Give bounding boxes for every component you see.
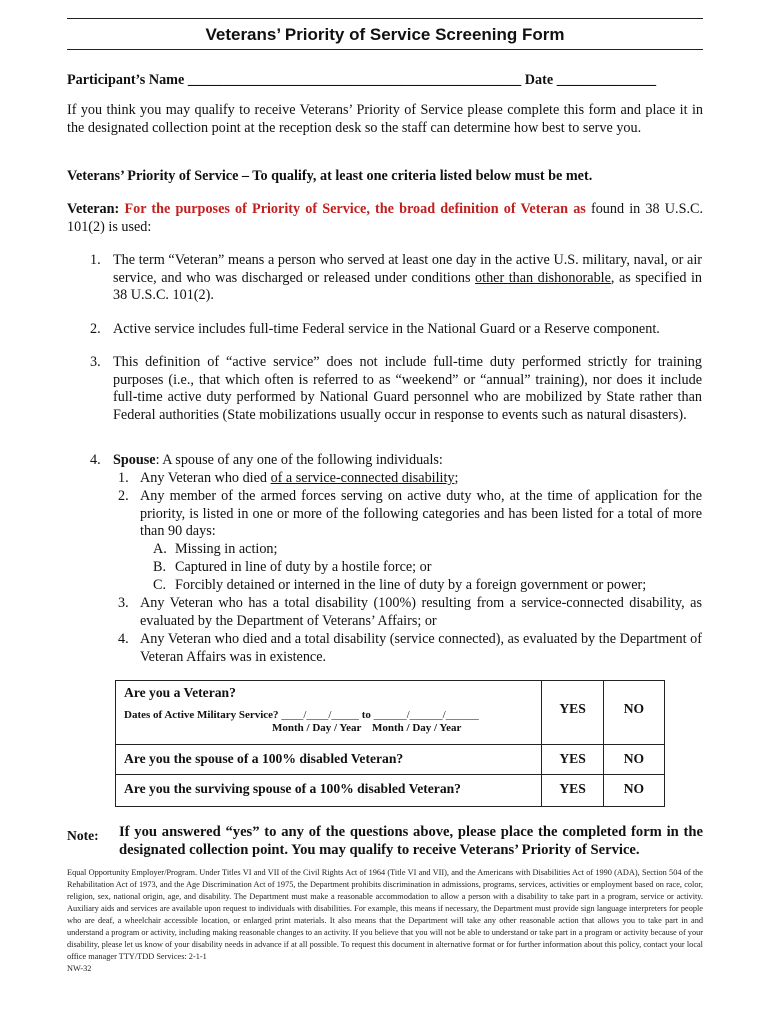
- service-dates-row: [124, 709, 533, 722]
- date-field[interactable]: ______________: [556, 72, 657, 88]
- spouse-item-number: 3.: [118, 595, 129, 611]
- question-row-spouse: [116, 745, 665, 775]
- spouse-item-text: Any member of the armed forces serving on active duty who, at the time of application for the priority, is listed in one or more of the following categories and has been listed for a total of more than 90 days:: [140, 488, 702, 540]
- legal-notice: [67, 867, 703, 975]
- qualify-heading: Veterans’ Priority of Service – To qualify, at least one criteria listed below must be met.: [67, 168, 593, 184]
- category-text: Captured in line of duty by a hostile force; or: [175, 559, 432, 575]
- category-letter: B.: [153, 559, 167, 575]
- intro-paragraph: If you think you may qualify to receive Veterans’ Priority of Service please complete this form and place it in the designated collection point at the reception desk so the staff can determine how best to serve you.: [67, 102, 703, 136]
- spouse-item-text: Any Veteran who died of a service-connected disability;: [140, 470, 459, 486]
- veteran-label: Veteran:: [67, 201, 120, 217]
- no-option[interactable]: NO: [603, 745, 664, 775]
- criteria-text: The term “Veteran” means a person who served at least one day in the active U.S. military, naval, or air service, and who was discharged or released under conditions other than dishonorable, as specified in 38 U.S.C. 101(2).: [113, 252, 702, 304]
- category-item: [153, 559, 702, 577]
- category-text: Forcibly detained or interned in the line of duty by a foreign government or power;: [175, 577, 647, 593]
- category-item: [153, 577, 702, 595]
- participant-name-label: Participant’s Name: [67, 72, 185, 88]
- yes-option[interactable]: YES: [542, 681, 603, 745]
- screening-questions-table: [115, 680, 665, 807]
- participant-name-field[interactable]: _______________________________________________: [187, 72, 522, 88]
- category-item: [153, 541, 702, 559]
- question-spouse: Are you the spouse of a 100% disabled Veteran?: [116, 745, 542, 775]
- category-letter: C.: [153, 577, 167, 593]
- form-title: Veterans’ Priority of Service Screening Form: [67, 18, 703, 50]
- yes-option[interactable]: YES: [542, 775, 603, 807]
- criteria-item: [90, 321, 702, 339]
- criteria-number: 4.: [90, 452, 101, 468]
- date-format-from: Month / Day / Year: [272, 722, 362, 734]
- question-row-surviving-spouse: [116, 775, 665, 807]
- veteran-definition: [67, 201, 703, 236]
- criteria-item: [90, 252, 702, 305]
- question-row-veteran: [116, 681, 665, 745]
- spouse-item-number: 1.: [118, 470, 129, 486]
- spouse-item: [118, 595, 702, 630]
- spouse-item-text: Any Veteran who died and a total disability (service connected), as evaluated by the Department of Veteran Affairs was in existence.: [140, 631, 702, 665]
- criteria-number: 3.: [90, 354, 101, 370]
- date-format-row: [124, 722, 533, 735]
- question-cell: [116, 681, 542, 745]
- criteria-text: Active service includes full-time Federal service in the National Guard or a Reserve component.: [113, 321, 660, 337]
- spouse-item: [118, 470, 702, 488]
- criteria-text: This definition of “active service” does not include full-time duty performed strictly for training purposes (i.e., that which often is referred to as “weekend” or “annual” training), nor does it include full-time active duty performed by National Guard personnel who are mobilized by State rather than Federal authorities (State mobilizations usually occur in response to events such as natural disasters).: [113, 354, 702, 423]
- date-format-to: Month / Day / Year: [371, 722, 462, 734]
- question-surviving-spouse: Are you the surviving spouse of a 100% disabled Veteran?: [116, 775, 542, 807]
- spouse-item: [118, 488, 702, 541]
- spouse-item-number: 2.: [118, 488, 129, 504]
- no-option[interactable]: NO: [603, 775, 664, 807]
- category-letter: A.: [153, 541, 167, 557]
- service-dates-to-word: to: [361, 709, 371, 721]
- spouse-item-number: 4.: [118, 631, 129, 647]
- service-dates-to-field[interactable]: ______/______/______: [373, 709, 479, 721]
- form-code: NW-32: [67, 964, 92, 973]
- criteria-item-spouse: [90, 452, 702, 470]
- criteria-number: 1.: [90, 252, 101, 268]
- criteria-number: 2.: [90, 321, 101, 337]
- no-option[interactable]: NO: [603, 681, 664, 745]
- note-text: If you answered “yes” to any of the questions above, please place the completed form in the designated collection point. You may qualify to receive Veterans’ Priority of Service.: [119, 824, 703, 858]
- date-label: Date: [524, 72, 554, 88]
- participant-row: [67, 72, 703, 90]
- veteran-definition-red: For the purposes of Priority of Service, the broad definition of Veteran as: [124, 201, 586, 217]
- spouse-item: [118, 631, 702, 666]
- legal-text: Equal Opportunity Employer/Program. Under Titles VI and VII of the Civil Rights Act of 1964 (Title VI and VII), and the Americans with Disabilities Act of 1990 (ADA), Section 504 of the Rehabilitation Act of 1973, and the Age Discrimination Act of 1975, the Department prohibits discrimination in admissions, programs, services, activities or employment based on race, color, religion, sex, national origin, age, and disability. The Department must make a reasonable accommodation to allow a person with a disability to take part in a program, service or activity. Auxiliary aids and services are available upon request to individuals with disabilities. For example, this means if necessary, the Department must provide sign language interpreters for people who are deaf, a wheelchair accessible location, or enlarged print materials. It also means that the Department will take any other reasonable action that allows you to take part in and understand a program or activity, including making reasonable changes to an activity. If you believe that you will not be able to understand or take part in a program or activity because of your disability, please let us know of your disability needs in advance if at all possible. To request this document in alternative format or for further information about this policy, contact your local office manager TTY/TDD Services: 2-1-1: [67, 868, 703, 961]
- question-veteran: Are you a Veteran?: [124, 685, 236, 700]
- yes-option[interactable]: YES: [542, 745, 603, 775]
- veteran-definition-rest: found in 38 U.S.C. 101(2) is used:: [67, 201, 704, 235]
- criteria-text: Spouse: A spouse of any one of the following individuals:: [113, 452, 443, 468]
- category-text: Missing in action;: [175, 541, 278, 557]
- note-label: Note:: [67, 828, 99, 843]
- service-dates-from-field[interactable]: ____/____/_____: [281, 709, 359, 721]
- spouse-item-text: Any Veteran who has a total disability (100%) resulting from a service-connected disability, as evaluated by the Department of Veterans’ Affairs; or: [140, 595, 702, 629]
- service-dates-label: Dates of Active Military Service?: [124, 709, 279, 721]
- criteria-item: [90, 354, 702, 424]
